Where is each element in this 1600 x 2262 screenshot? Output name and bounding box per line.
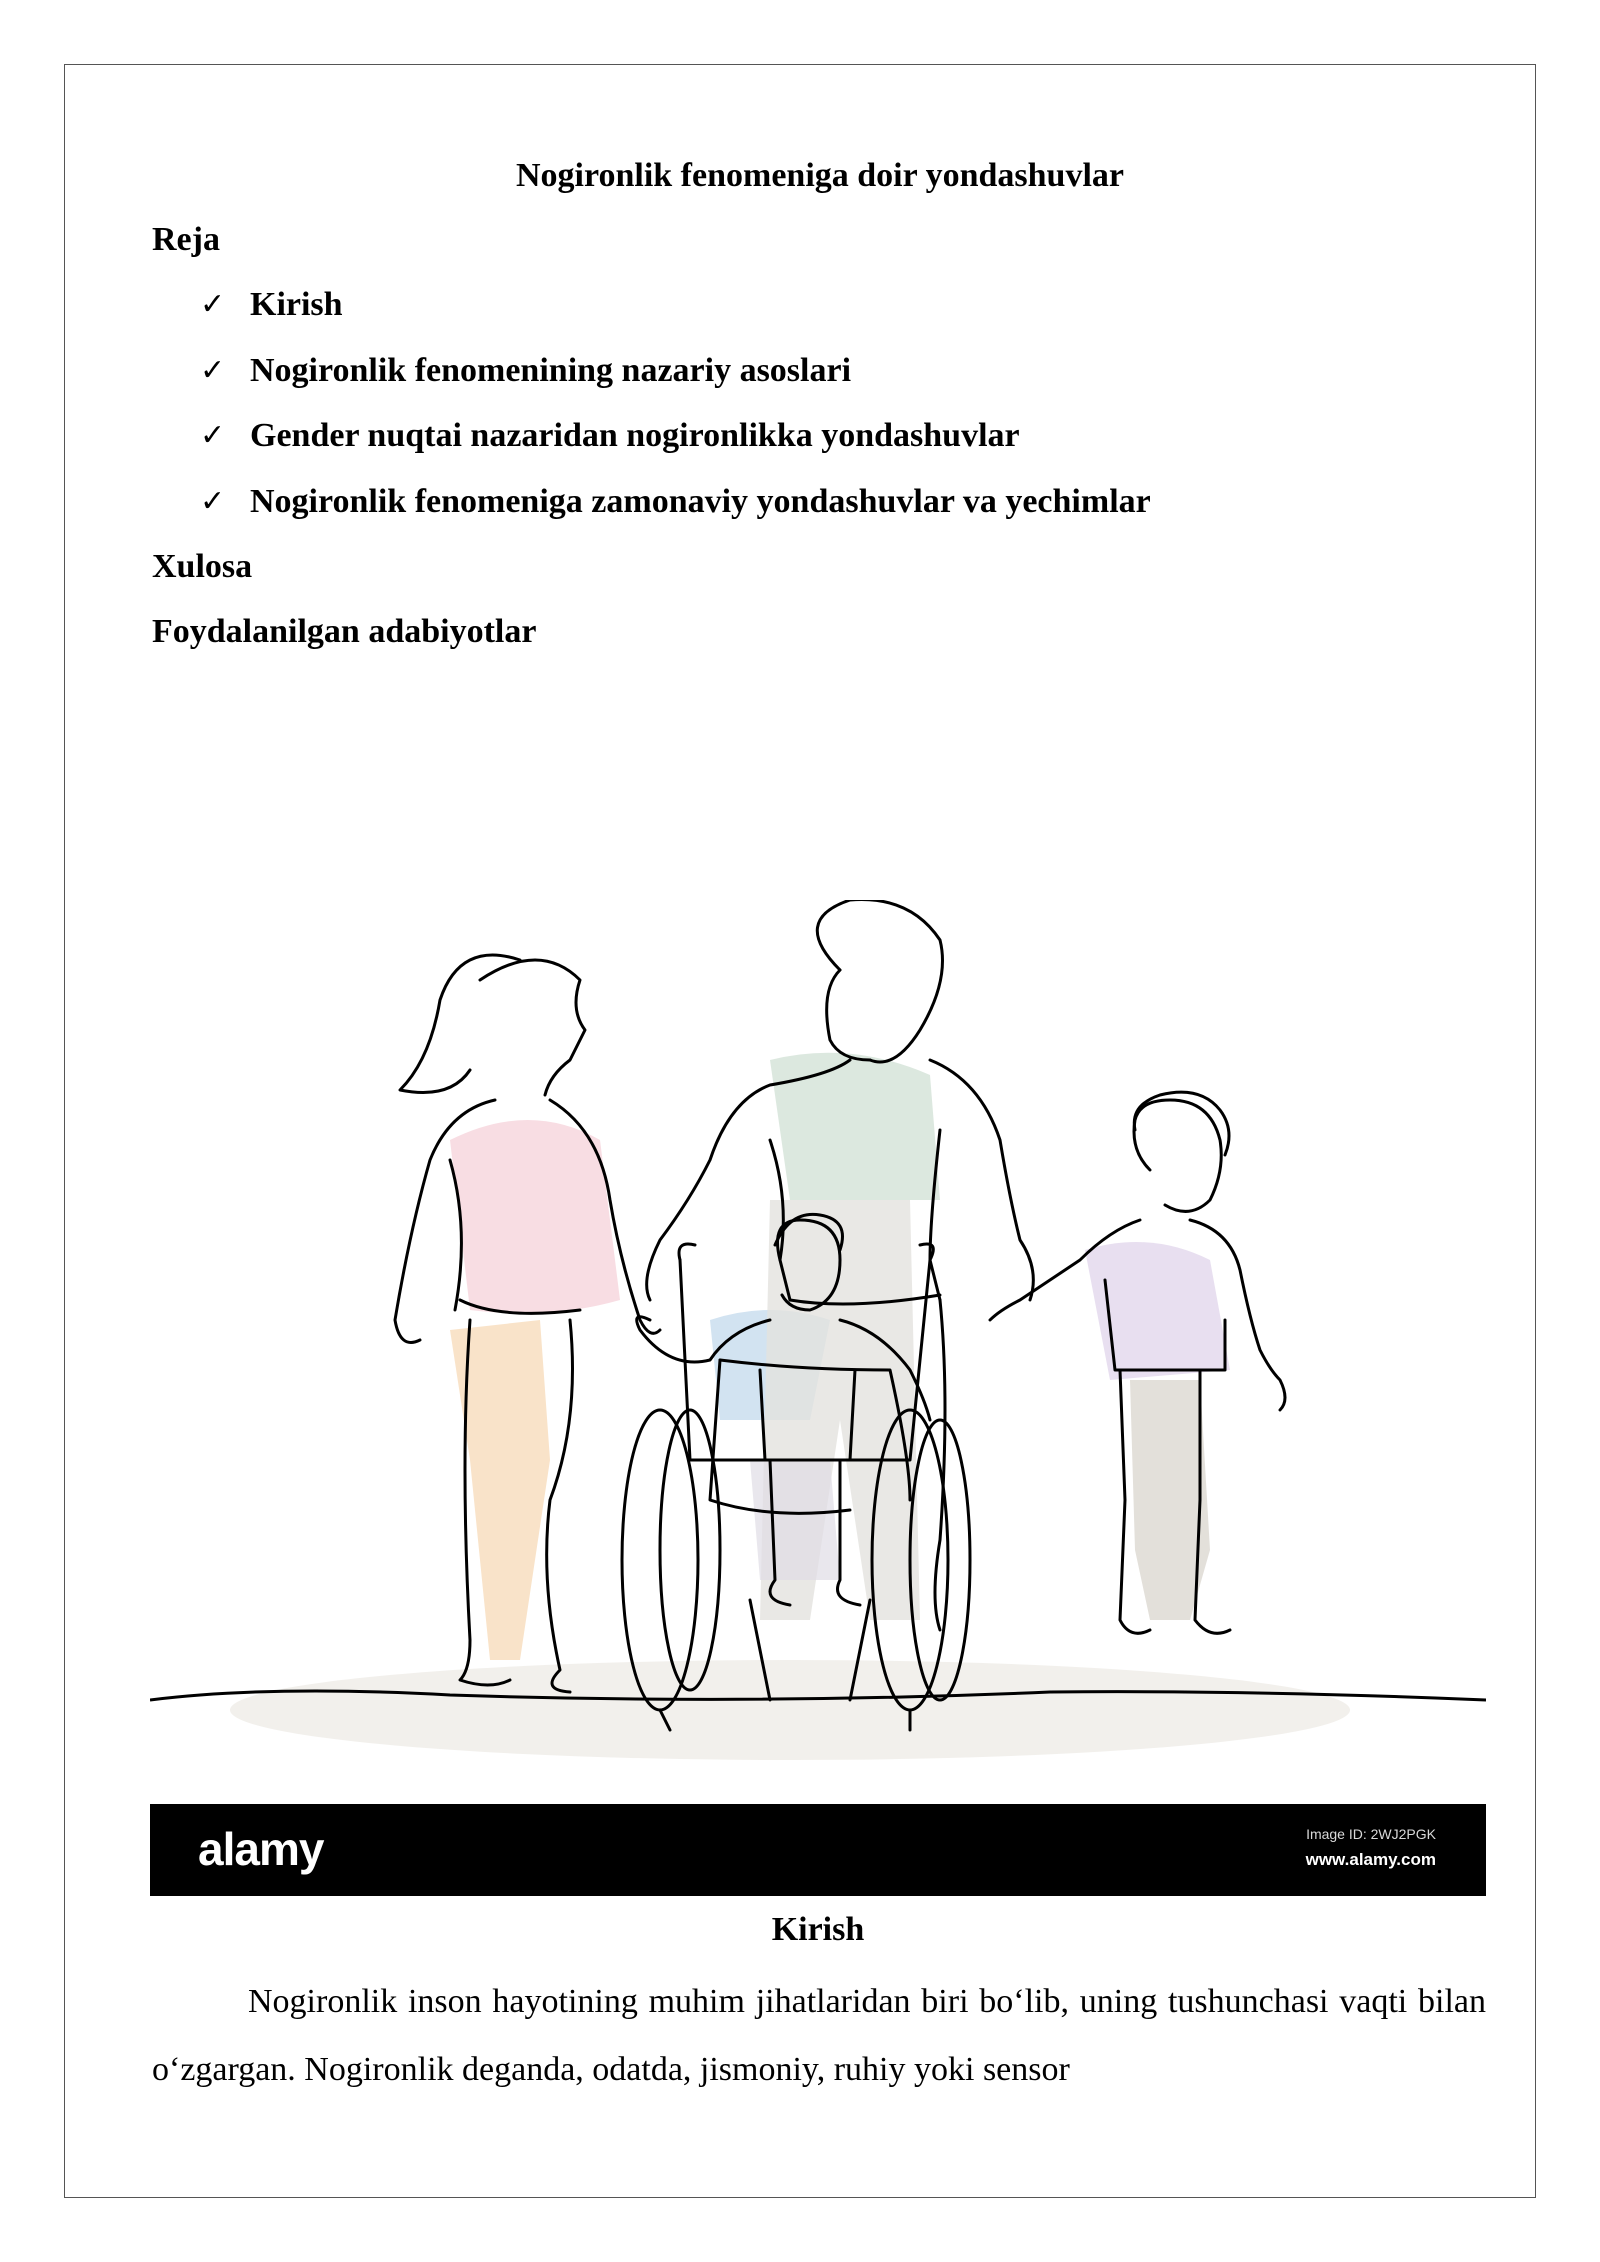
plan-item [200,410,1020,462]
plan-item [200,279,343,331]
check-icon: ✓ [200,484,226,519]
plan-item [200,476,1151,528]
check-icon: ✓ [200,418,226,453]
alamy-logo: alamy [198,1823,324,1875]
body-paragraph: Nogironlik inson hayotining muhim jihatlaridan biri bo‘lib, uning tushunchasi vaqti bilan o‘zgargan. Nogironlik deganda, odatda, jismoniy, ruhiy yoki sensor [152,1983,1486,2088]
check-icon: ✓ [200,287,226,322]
image-url: www.alamy.com [1305,1850,1436,1869]
stock-watermark-banner [150,1804,1486,1896]
plan-item-label: Nogironlik fenomeniga zamonaviy yondashuvlar va yechimlar [250,483,1151,520]
check-icon: ✓ [200,353,226,388]
plan-heading: Reja [152,221,220,258]
section-title: Kirish [771,1911,865,1948]
conclusion-heading: Xulosa [152,548,253,585]
family-illustration [150,900,1486,1896]
image-id: Image ID: 2WJ2PGK [1306,1826,1436,1842]
document-title: Nogironlik fenomeniga doir yondashuvlar [515,157,1124,194]
plan-item-label: Nogironlik fenomenining nazariy asoslari [250,352,852,389]
plan-item-label: Kirish [250,286,343,323]
family-line-drawing [150,900,1486,1804]
plan-item-label: Gender nuqtai nazaridan nogironlikka yondashuvlar [250,417,1020,454]
plan-item [200,345,851,397]
references-heading: Foydalanilgan adabiyotlar [152,613,537,650]
